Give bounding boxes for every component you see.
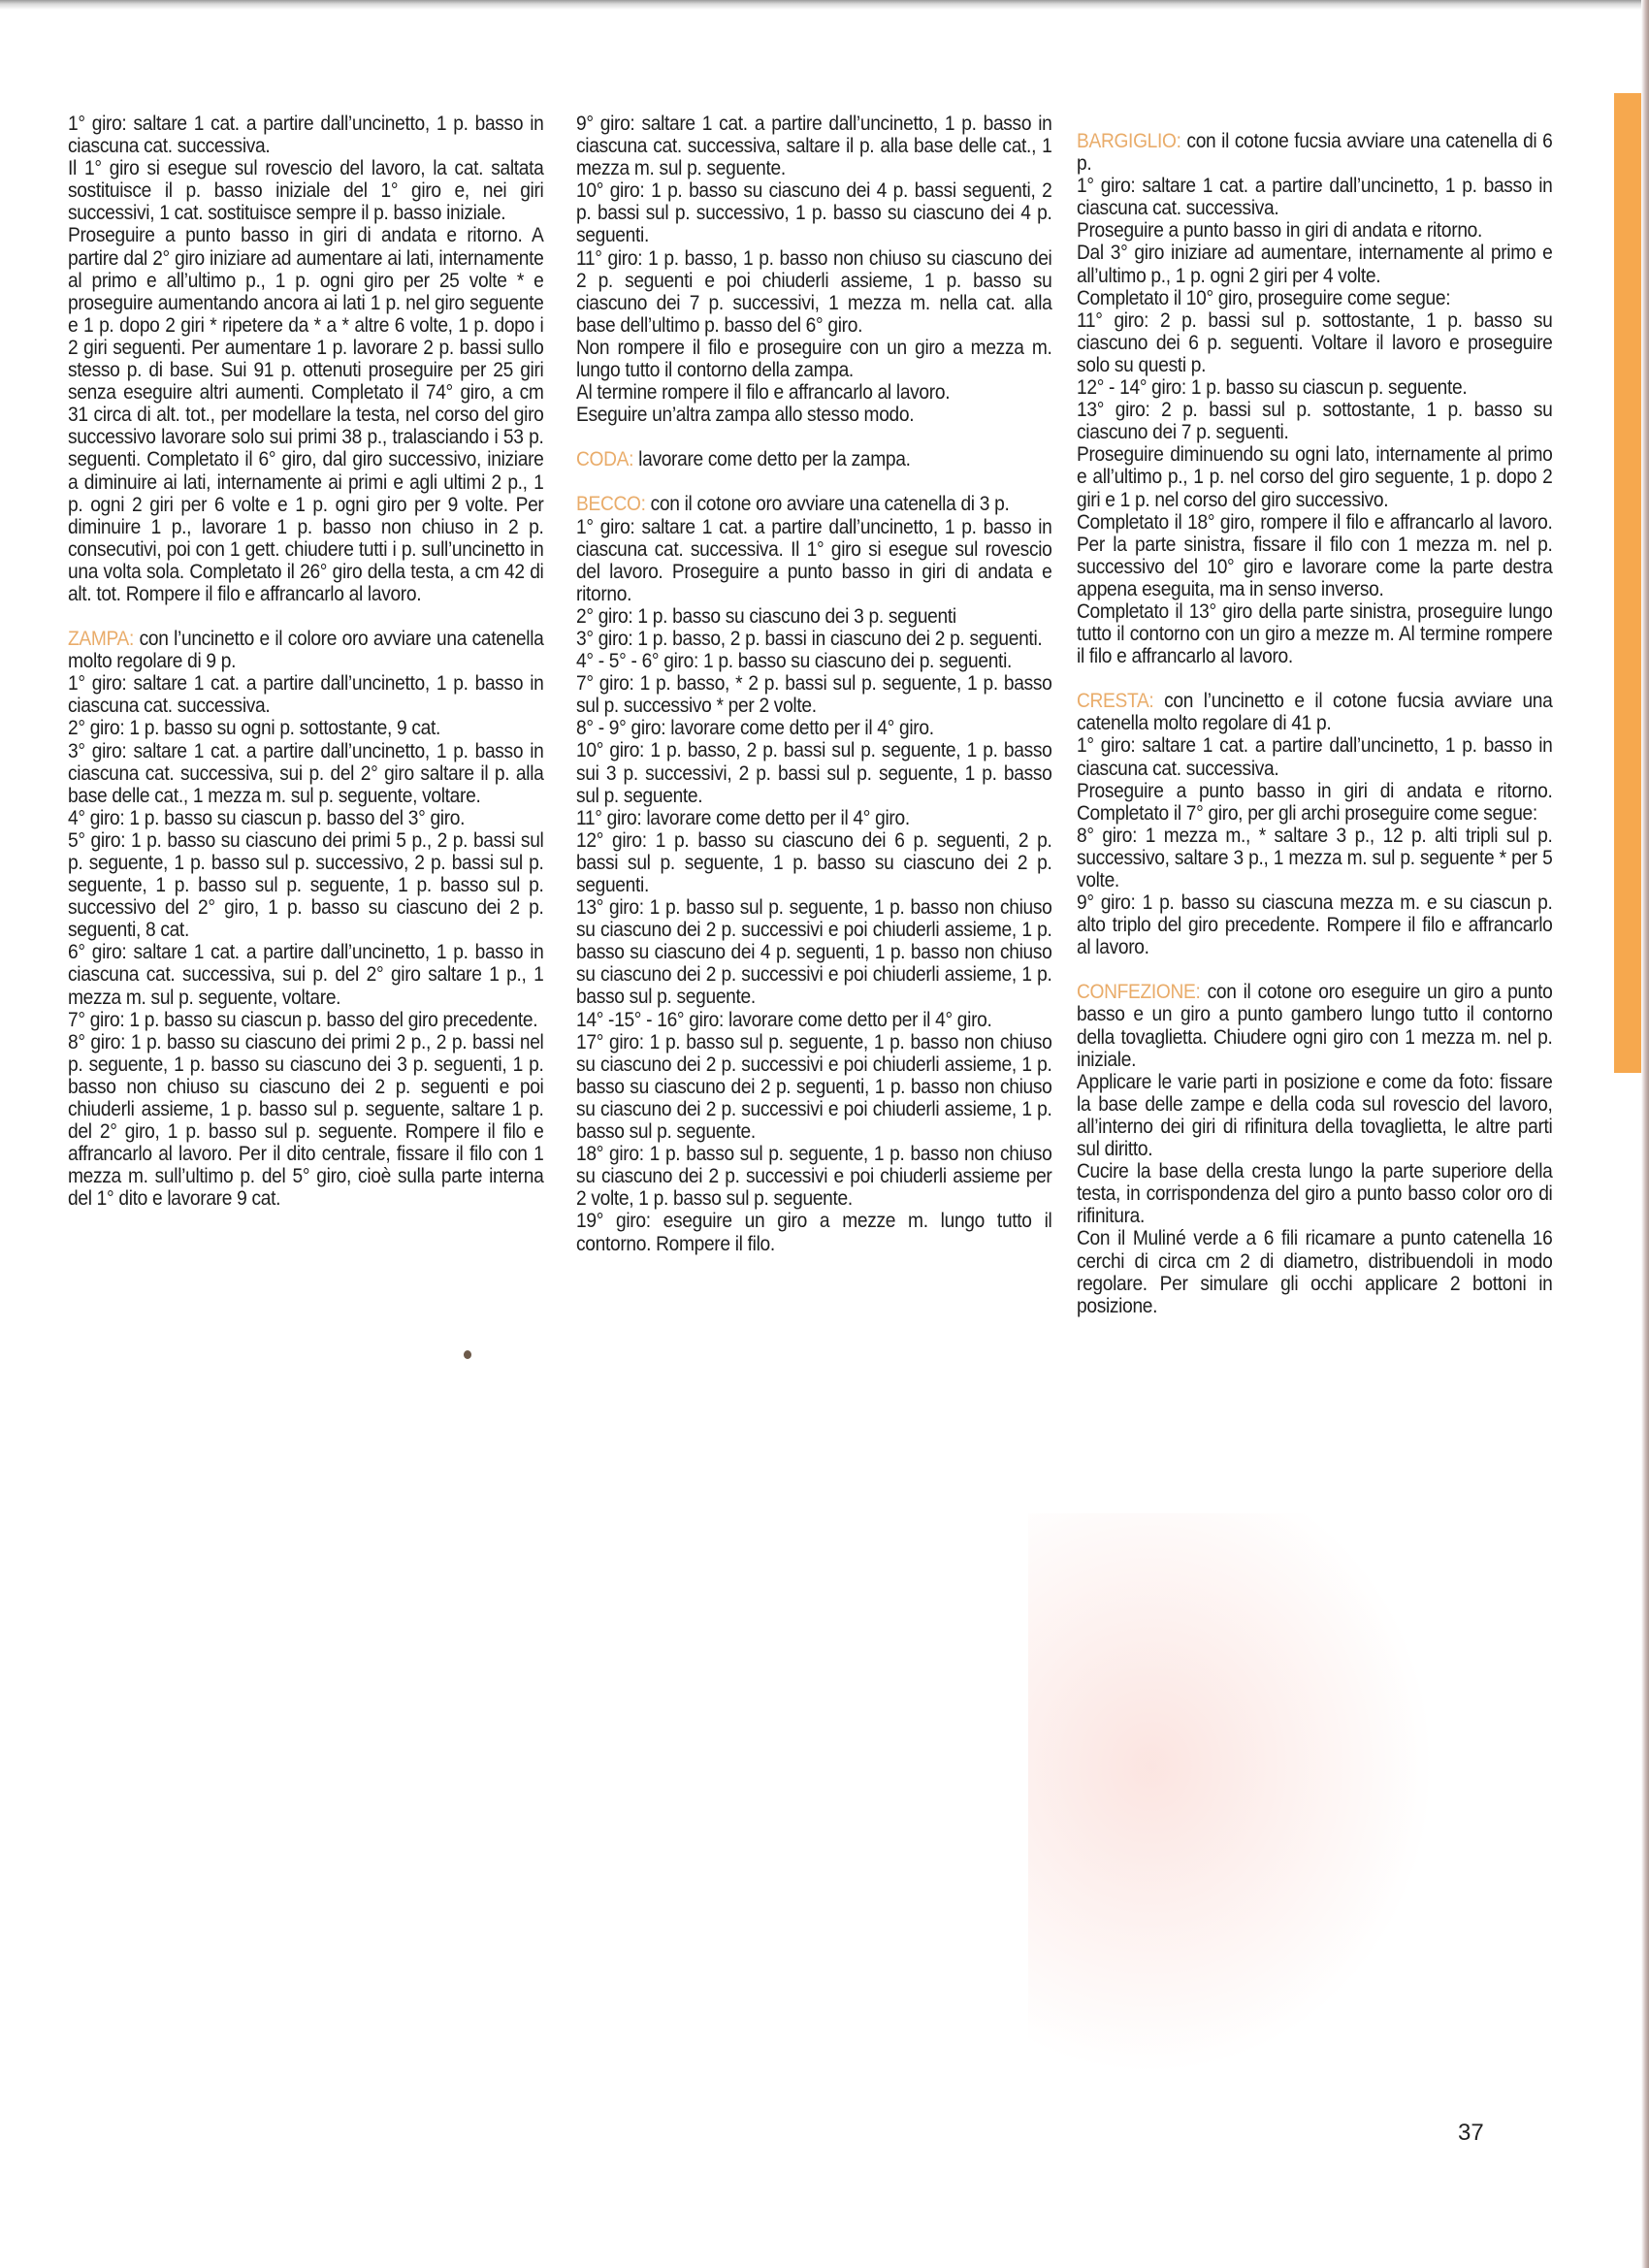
instruction-row: 9° giro: saltare 1 cat. a partire dall’uncinetto, 1 p. basso in ciascuna cat. successiva, saltare il p. alla base delle cat., 1 mezza m. sul p. seguente.: [576, 112, 1052, 180]
paragraph: Proseguire a punto basso in giri di andata e ritorno. Completato il 7° giro, per gli archi proseguire come segue:: [1077, 778, 1553, 825]
section-intro: lavorare come detto per la zampa.: [638, 447, 911, 471]
section-label-confezione: CONFEZIONE:: [1077, 980, 1201, 1004]
instruction-row: 12° - 14° giro: 1 p. basso su ciascun p. seguente.: [1077, 375, 1468, 400]
section-label-coda: CODA:: [576, 447, 634, 471]
paragraph: Proseguire a punto basso in giri di andata e ritorno. A partire dal 2° giro iniziare ad aumentare ai lati, internamente al primo e all’ultimo p., 1 p. ogni giro per 25 volte * e proseguire aumentando ancora ai lati 1 p. nel giro seguente e 1 p. dopo 2 giri * ripetere da * a * altre 6 volte, 1 p. dopo i 2 giri seguenti. Per aumentare 1 p. lavorare 2 p. bassi sullo stesso p. di base. Sui 91 p. ottenuti proseguire per 25 giri senza eseguire altri aumenti. Completato il 74° giro, a cm 31 circa di alt. tot., per modellare la testa, nel corso del giro successivo lavorare solo sui primi 38 p., tralasciando i 53 p. seguenti. Completato il 6° giro, dal giro successivo, iniziare a diminuire ai lati, internamente ai primi e agli ultimi 2 p., 1 p. ogni 2 giri per 6 volte e 1 p. ogni giro per 9 volte. Per diminuire 1 p., lavorare 1 p. basso non chiuso in 2 p. consecutivi, poi con 1 gett. chiudere tutti i p. sull’uncinetto in una volta sola. Completato il 26° giro della testa, a cm 42 di alt. tot. Rompere il filo e affrancarlo al lavoro.: [68, 223, 544, 605]
paragraph: Completato il 18° giro, rompere il filo e affrancarlo al lavoro. Per la parte sinistra, fissare il filo con 1 mezza m. nel p. successivo del 10° giro e lavorare come la parte destra appena eseguita, ma in senso inverso.: [1077, 509, 1553, 600]
section-coda: [576, 448, 1052, 470]
paragraph: Dal 3° giro iniziare ad aumentare, internamente al primo e all’ultimo p., 1 p. ogni 2 giri per 4 volte.: [1077, 241, 1553, 287]
instruction-row: 1° giro: saltare 1 cat. a partire dall’uncinetto, 1 p. basso in ciascuna cat. successiva.: [1077, 733, 1553, 780]
section-label-bargiglio: BARGIGLIO:: [1077, 129, 1181, 152]
instruction-row: 4° giro: 1 p. basso su ciascun p. basso del 3° giro.: [68, 805, 466, 829]
section-zampa: [68, 628, 544, 672]
instruction-row: 11° giro: 2 p. bassi sul p. sottostante, 1 p. basso su ciascuno dei 6 p. seguenti. Voltare il lavoro e proseguire solo su questi p.: [1077, 308, 1553, 376]
instruction-row: 13° giro: 2 p. bassi sul p. sottostante, 1 p. basso su ciascuno dei 7 p. seguenti.: [1077, 398, 1553, 444]
instruction-row: 19° giro: eseguire un giro a mezze m. lungo tutto il contorno. Rompere il filo.: [576, 1209, 1052, 1255]
section-intro: con il cotone oro eseguire un giro a punto basso e un giro a punto gambero lungo tutto il contorno della tovaglietta. Chiudere ogni giro con 1 mezza m. nel p. iniziale.: [1077, 980, 1553, 1071]
paragraph: Con il Muliné verde a 6 fili ricamare a punto catenella 16 cerchi di circa cm 2 di diametro, distribuendoli in modo regolare. Per simulare gli occhi applicare 2 bottoni in posizione.: [1077, 1226, 1553, 1317]
paragraph: Completato il 13° giro della parte sinistra, proseguire lungo tutto il contorno con un giro a mezze m. Al termine rompere il filo e affrancarlo al lavoro.: [1077, 599, 1553, 668]
section-intro: con il cotone fucsia avviare una catenella di 6 p.: [1077, 129, 1553, 176]
page-number: 37: [1458, 2120, 1484, 2146]
instruction-row: 5° giro: 1 p. basso su ciascuno dei primi 5 p., 2 p. bassi sul p. seguente, 1 p. basso sul p. successivo, 2 p. bassi sul p. seguente, 1 p. basso sul p. seguente, 1 p. basso sul p. successivo del 2° giro, 1 p. basso su ciascuno dei 2 p. seguenti, 8 cat.: [68, 827, 544, 942]
instruction-row: 2° giro: 1 p. basso su ciascuno dei 3 p. seguenti: [576, 603, 956, 628]
paragraph: Completato il 10° giro, proseguire come segue:: [1077, 285, 1451, 309]
instruction-row: 9° giro: 1 p. basso su ciascuna mezza m. e su ciascun p. alto triplo del giro precedente. Rompere il filo e affrancarlo al lavoro.: [1077, 891, 1553, 959]
section-becco: [576, 493, 1052, 515]
paragraph: Proseguire a punto basso in giri di andata e ritorno.: [1077, 218, 1483, 243]
instruction-row: 11° giro: lavorare come detto per il 4° giro.: [576, 805, 910, 829]
scan-speck: [464, 1350, 471, 1359]
instruction-row: 1° giro: saltare 1 cat. a partire dall’uncinetto, 1 p. basso in ciascuna cat. successiva. Il 1° giro si esegue sul rovescio del lavoro. Proseguire a punto basso in giri di andata e ritorno.: [576, 514, 1052, 605]
instruction-row: 3° giro: saltare 1 cat. a partire dall’uncinetto, 1 p. basso in ciascuna cat. successiva, sui p. del 2° giro saltare il p. alla base delle cat., 1 mezza m. sul p. seguente, voltare.: [68, 738, 544, 807]
instruction-row: 7° giro: 1 p. basso su ciascun p. basso del giro precedente.: [68, 1007, 538, 1031]
section-intro: con l’uncinetto e il cotone fucsia avviare una catenella molto regolare di 41 p.: [1077, 689, 1553, 735]
paragraph: Non rompere il filo e proseguire con un giro a mezza m. lungo tutto il contorno della zampa.: [576, 335, 1052, 382]
instruction-row: 18° giro: 1 p. basso sul p. seguente, 1 p. basso non chiuso su ciascuno dei 2 p. successivi e poi chiuderli assieme per 2 volte, 1 p. basso sul p. seguente.: [576, 1142, 1052, 1211]
section-label-becco: BECCO:: [576, 492, 646, 516]
instruction-row: 1° giro: saltare 1 cat. a partire dall’uncinetto, 1 p. basso in ciascuna cat. successiva.: [1077, 174, 1553, 220]
paragraph: Al termine rompere il filo e affrancarlo al lavoro.: [576, 380, 951, 405]
instruction-row: 10° giro: 1 p. basso su ciascuno dei 4 p. bassi seguenti, 2 p. bassi sul p. successivo, 1 p. basso su ciascuno dei 4 p. seguenti.: [576, 178, 1052, 247]
instruction-row: 13° giro: 1 p. basso sul p. seguente, 1 p. basso non chiuso su ciascuno dei 2 p. successivi e poi chiuderli assieme, 1 p. basso su ciascuno dei 4 p. seguenti, 1 p. basso non chiuso su ciascuno dei 2 p. successivi e poi chiuderli assieme, 1 p. basso sul p. seguente.: [576, 895, 1052, 1009]
instruction-row: 8° - 9° giro: lavorare come detto per il 4° giro.: [576, 716, 934, 740]
instruction-row: 12° giro: 1 p. basso su ciascuno dei 6 p. seguenti, 2 p. bassi sul p. seguente, 1 p. basso su ciascuno dei 2 p. seguenti.: [576, 827, 1052, 896]
instruction-row: 11° giro: 1 p. basso, 1 p. basso non chiuso su ciascuno dei 2 p. seguenti e poi chiuderli assieme, 1 p. basso su ciascuno dei 7 p. successivi, 1 mezza m. nella cat. alla base dell’ultimo p. basso del 6° giro.: [576, 245, 1052, 337]
section-bargiglio: [1077, 130, 1553, 175]
instruction-row: 4° - 5° - 6° giro: 1 p. basso su ciascuno dei p. seguenti.: [576, 649, 1013, 673]
right-column: [1077, 130, 1553, 1317]
section-label-zampa: ZAMPA:: [68, 627, 135, 651]
instruction-row: 7° giro: 1 p. basso, * 2 p. bassi sul p. seguente, 1 p. basso sul p. successivo * per 2 volte.: [576, 671, 1052, 718]
section-intro: con l’uncinetto e il colore oro avviare una catenella molto regolare di 9 p.: [68, 627, 544, 673]
section-label-cresta: CRESTA:: [1077, 689, 1154, 713]
paragraph: Applicare le varie parti in posizione e come da foto: fissare la base delle zampe e della coda sul rovescio del lavoro, all’interno dei giri di rifinitura della tovaglietta, le altre parti sul diritto.: [1077, 1069, 1553, 1161]
section-cresta: [1077, 690, 1553, 734]
instruction-row: 8° giro: 1 mezza m., * saltare 3 p., 12 p. alti tripli sul p. successivo, saltare 3 p., 1 mezza m. sul p. seguente * per 5 volte.: [1077, 823, 1553, 891]
instruction-row: 3° giro: 1 p. basso, 2 p. bassi in ciascuno dei 2 p. seguenti.: [576, 626, 1043, 650]
instruction-row: 8° giro: 1 p. basso su ciascuno dei primi 2 p., 2 p. bassi nel p. seguente, 1 p. basso su ciascuno dei 3 p. seguenti, 1 p. basso non chiuso su ciascuno dei 2 p. seguenti e poi chiuderli assieme, 1 p. basso sul p. seguente, saltare 1 p. del 2° giro, 1 p. basso sul p. seguente. Rompere il filo e affrancarlo al lavoro. Per il dito centrale, fissare il filo con 1 mezza m. sull’ultimo p. del 5° giro, cioè sulla parte interna del 1° dito e lavorare 9 cat.: [68, 1029, 544, 1211]
instruction-row: 2° giro: 1 p. basso su ogni p. sottostante, 9 cat.: [68, 716, 441, 740]
paragraph: Il 1° giro si esegue sul rovescio del lavoro, la cat. saltata sostituisce il p. basso iniziale del 1° giro e, nei giri successivi, 1 cat. sostituisce sempre il p. basso iniziale.: [68, 156, 544, 225]
left-column: [68, 113, 544, 1211]
background-photo-bleed: [1028, 1513, 1436, 2076]
instruction-row: 17° giro: 1 p. basso sul p. seguente, 1 p. basso non chiuso su ciascuno dei 2 p. successivi e poi chiuderli assieme, 1 p. basso su ciascuno dei 2 p. seguenti, 1 p. basso non chiuso su ciascuno dei 2 p. successivi e poi chiuderli assieme, 1 p. basso sul p. seguente.: [576, 1029, 1052, 1144]
scan-top-edge: [0, 0, 1649, 10]
paragraph: Proseguire diminuendo su ogni lato, internamente al primo e all’ultimo p., 1 p. nel corso del giro seguente, 1 p. dopo 2 giri e 1 p. nel corso del giro successivo.: [1077, 442, 1553, 511]
instruction-row: 1° giro: saltare 1 cat. a partire dall’uncinetto, 1 p. basso in ciascuna cat. successiva.: [68, 671, 544, 718]
instruction-row: 6° giro: saltare 1 cat. a partire dall’uncinetto, 1 p. basso in ciascuna cat. successiva, sui p. del 2° giro saltare 1 p., 1 mezza m. sul p. seguente, voltare.: [68, 940, 544, 1009]
instruction-row: 14° -15° - 16° giro: lavorare come detto per il 4° giro.: [576, 1007, 992, 1031]
middle-column: [576, 113, 1052, 1255]
paragraph: Eseguire un’altra zampa allo stesso modo.: [576, 403, 915, 427]
section-intro: con il cotone oro avviare una catenella di 3 p.: [650, 492, 1010, 516]
section-confezione: [1077, 981, 1553, 1070]
scan-right-edge: [1641, 0, 1649, 2268]
paragraph: Cucire la base della cresta lungo la parte superiore della testa, in corrispondenza del giro a punto basso color oro di rifinitura.: [1077, 1159, 1553, 1228]
paragraph: 1° giro: saltare 1 cat. a partire dall’uncinetto, 1 p. basso in ciascuna cat. successiva.: [68, 112, 544, 158]
instruction-row: 10° giro: 1 p. basso, 2 p. bassi sul p. seguente, 1 p. basso sui 3 p. successivi, 2 p. bassi sul p. seguente, 1 p. basso sul p. seguente.: [576, 738, 1052, 807]
